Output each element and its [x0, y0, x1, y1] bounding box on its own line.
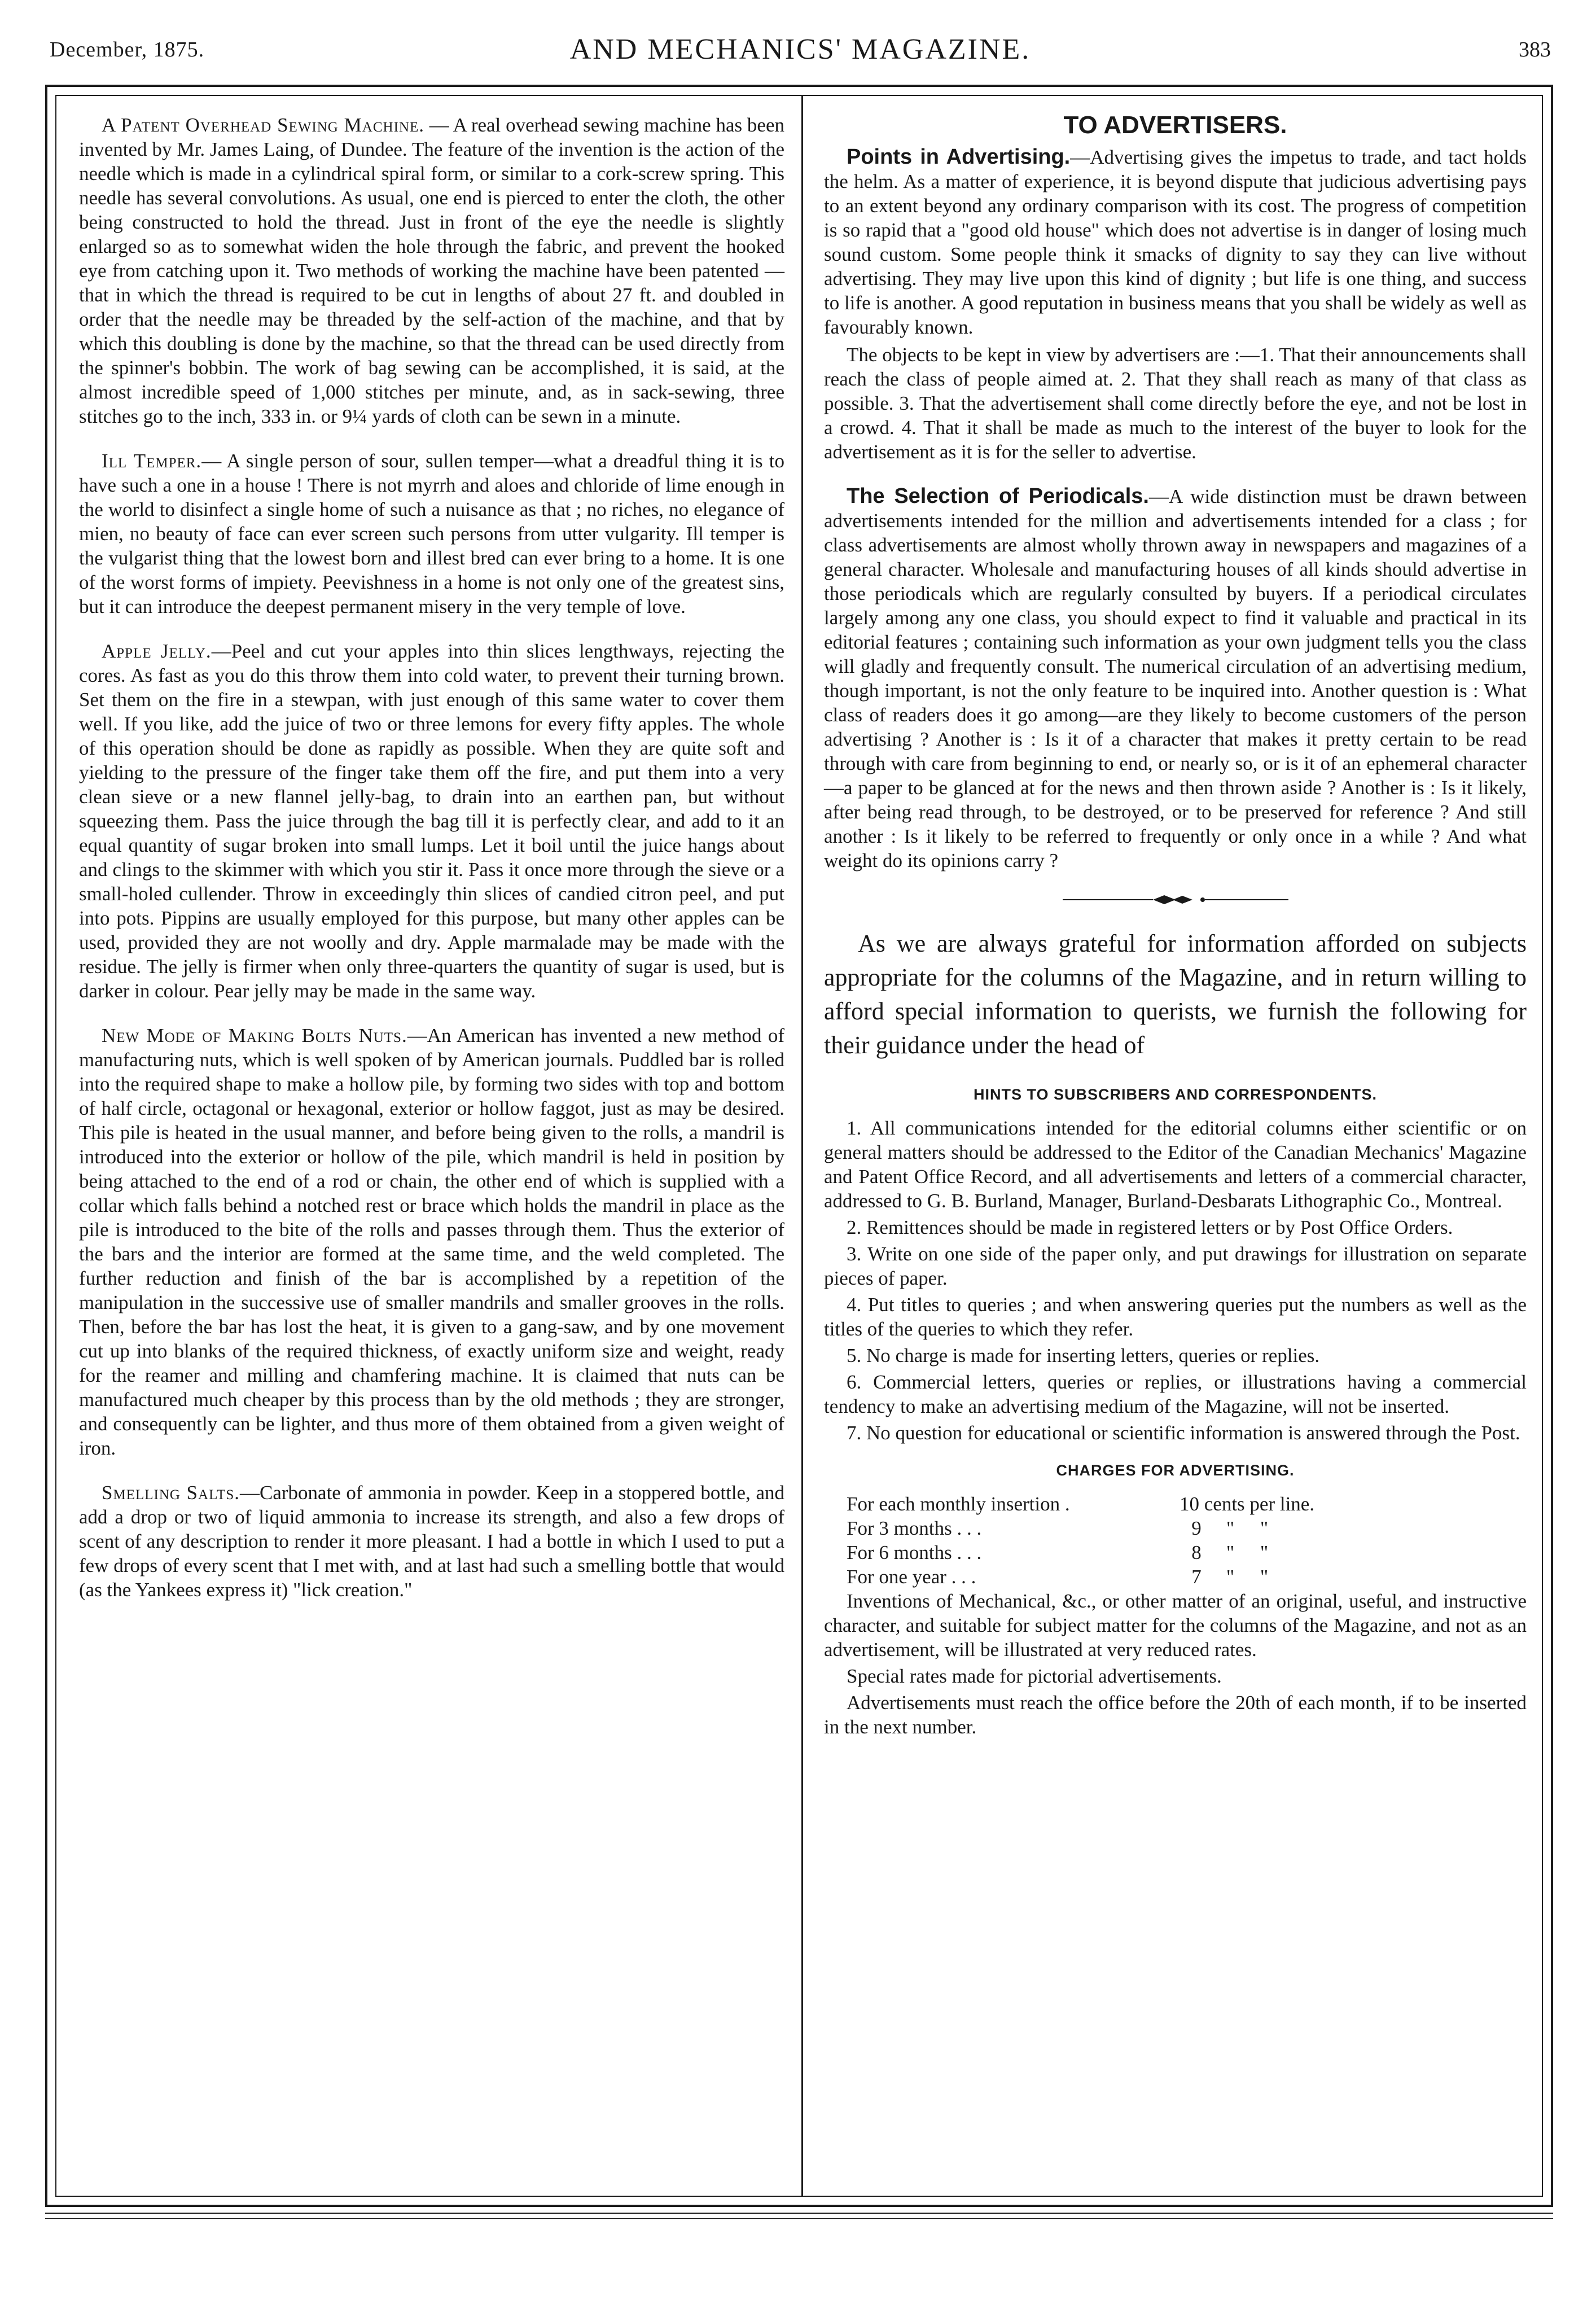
special-rates-note: Special rates made for pictorial advertisements. [847, 1665, 1222, 1687]
section-title: Points in Advertising. [847, 145, 1071, 169]
article-title: Ill Temper. [102, 450, 202, 472]
rate-label: For 3 months . . . [847, 1517, 982, 1539]
article-sewing-machine [79, 113, 784, 428]
magazine-title: AND MECHANICS' MAGAZINE. [569, 33, 1031, 65]
hint-2: 2. Remittences should be made in registered letters or by Post Office Orders. [847, 1216, 1453, 1238]
rate-label: For each monthly insertion . [847, 1493, 1070, 1515]
article-title: New Mode of Making Bolts Nuts. [102, 1024, 407, 1046]
ditto-mark: " [1226, 1517, 1235, 1539]
ornament-divider [824, 893, 1527, 906]
rate-row [847, 1516, 1527, 1540]
ditto-mark: " [1260, 1541, 1269, 1564]
hint-7: 7. No question for educational or scientific information is answered through the Post. [847, 1422, 1520, 1444]
article-body: —An American has invented a new method of manufacturing nuts, which is well spoken of by American journals. Puddled bar is rolled into the required shape to make a hollow pile, by forming two sides with top and bottom of half circle, octagonal or hexagonal, exterior or hollow faggot, just as may be desired. This pile is heated in the usual manner, and before being given to the rolls, a mandril is introduced into the exterior or hollow of the pile, which mandril is held in position by being attached to the end of a rod or chain, the other end of which is supplied with a collar which falls behind a notched rest or brace which holds the mandril in place as the pile is introduced to the bite of the rolls and passes through them. Thus the exterior of the bars and the interior are formed at the same time, and the weld completed. The further reduction and finish of the bar is accomplished by a repetition of the manipulation in the successive use of smaller mandrils and smaller grooves in the rolls. Then, before the bar has lost the heat, it is given to a gang-saw, and by one movement cut up into blanks of the required thickness, of exactly uniform size and weight, ready for the reamer and milling and chamfering machine. It is claimed that nuts can be manufactured much cheaper by this process than by the old methods ; they are stronger, and consequently can be lighter, and thus more of them obtained from a given weight of iron. [79, 1024, 784, 1459]
notice-paragraph: As we are always grateful for information afforded on subjects appropriate for the columns of the Magazine, and in return willing to afford special information to querists, we furnish the following for their guidance under the head of [824, 930, 1527, 1059]
deadline-note: Advertisements must reach the office before the 20th of each month, if to be inserted in the next number. [824, 1692, 1527, 1738]
section-body: —Advertising gives the impetus to trade, and tact holds the helm. As a matter of experience, it is beyond dispute that judicious advertising pays to an extent beyond any ordinary comparison with its cost. The progress of competition is so rapid that a "good old house" which does not advertise is in danger of losing much sound custom. Some people think it smacks of dignity to say they can live without advertising. They may live upon this kind of dignity ; but life is one thing, and success to life is another. A good reputation in business means that you shall be widely as well as favourably known. [824, 146, 1527, 338]
charges-heading: CHARGES FOR ADVERTISING. [1056, 1462, 1295, 1479]
inner-frame [55, 95, 1543, 2197]
rates-table [847, 1492, 1527, 1589]
article-title: A Patent Overhead Sewing Machine. [102, 114, 424, 136]
article-smelling-salts [79, 1481, 784, 1602]
hints-heading: HINTS TO SUBSCRIBERS AND CORRESPONDENTS. [973, 1086, 1378, 1103]
rate-value: 8 [1191, 1541, 1202, 1564]
advertisers-heading: TO ADVERTISERS. [1063, 111, 1287, 139]
column-divider [801, 96, 803, 2196]
bottom-rule-thin [45, 2218, 1553, 2219]
ditto-mark: " [1260, 1517, 1269, 1539]
hint-3: 3. Write on one side of the paper only, and put drawings for illustration on separate pieces of paper. [824, 1243, 1527, 1289]
rate-value: 7 [1191, 1566, 1202, 1588]
hint-1: 1. All communications intended for the editorial columns either scientific or on general matters should be addressed to the Editor of the Canadian Mechanics' Magazine and Patent Office Record, and all advertisements and letters of a commercial character, addressed to G. B. Burland, Manager, Burland-Desbarats Lithographic Co., Montreal. [824, 1117, 1527, 1212]
issue-date: December, 1875. [50, 38, 205, 62]
hint-5: 5. No charge is made for inserting letters, queries or replies. [847, 1344, 1320, 1367]
article-title: Apple Jelly. [102, 640, 212, 662]
article-body: —Peel and cut your apples into thin slices lengthways, rejecting the cores. As fast as you do this throw them into cold water, to prevent their turning brown. Set them on the fire in a stewpan, with just enough of this same water to cover them well. If you like, add the juice of two or three lemons for every fifty apples. The whole of this operation should be done as rapidly as possible. When they are quite soft and yielding to the pressure of the finger take them off the fire, and put them into a very clean sieve or a new flannel jelly-bag, to drain into an earthen pan, but without squeezing them. Pass the juice through the bag till it is perfectly clear, and add to it an equal quantity of sugar broken into small lumps. Let it boil until the juice hangs about and clings to the skimmer with which you stir it. Pass it once more through the sieve or a small-holed cullender. Throw in exceedingly thin slices of candied citron peel, and put into pots. Pippins are usually employed for this purpose, but many other apples can be used, provided they are not woolly and dry. Apple marmalade may be made with the residue. The jelly is firmer when only three-quarters the quantity of sugar is used, but is darker in colour. Pear jelly may be made in the same way. [79, 640, 784, 1002]
rate-row [847, 1492, 1527, 1516]
rate-value: 9 [1191, 1517, 1202, 1539]
points-in-advertising [824, 145, 1527, 339]
rate-row [847, 1540, 1527, 1565]
article-body: — A real overhead sewing machine has been invented by Mr. James Laing, of Dundee. The feature of the invention is the action of the needle which is made in a cylindrical spiral form, or similar to a cork-screw spring. This needle has several convolutions. As usual, one end is pierced to enter the cloth, the other being constructed to hold the thread. Just in front of the eye the needle is slightly enlarged so as to somewhat widen the hole through the fabric, and prevent the hooked eye from catching upon it. Two methods of working the machine have been patented — that in which the thread is required to be cut in lengths of about 27 ft. and doubled in order that the needle may be threaded by the self-action of the machine, and that by which this doubling is done by the machine, so that the thread can be used directly from the spinner's bobbin. The work of bag sewing can be accomplished, it is said, at the almost incredible speed of 1,000 stitches per minute, and, as in sack-sewing, three stitches go to the inch, 333 in. or 9¼ yards of cloth can be sewn in a minute. [79, 114, 784, 427]
rate-label: For one year . . . [847, 1566, 976, 1588]
ditto-mark: " [1226, 1566, 1235, 1588]
hint-6: 6. Commercial letters, queries or replies, or illustrations having a commercial tendency to make an advertising medium of the Magazine, will not be inserted. [824, 1371, 1527, 1417]
article-body: —Carbonate of ammonia in powder. Keep in a stoppered bottle, and add a drop or two of liquid ammonia to increase its strength, and also a few drops of scent of any description to render it more pleasant. I had a bottle in which I used to put a few drops of every scent that I met with, and at last had such a smelling bottle that would (as the Yankees express it) "lick creation." [79, 1482, 784, 1601]
article-apple-jelly [79, 639, 784, 1003]
article-body: — A single person of sour, sullen temper—what a dreadful thing it is to have such a one in a house ! There is not myrrh and aloes and chloride of lime enough in the world to disinfect a single home of such a nuisance as that ; no riches, no elegance of mien, no beauty of face can ever screen such persons from utter vulgarity. Ill temper is the vulgarist thing that the lowest born and illest bred can ever bring to a home. It is one of the worst forms of impiety. Peevishness in a home is not only one of the greatest sins, but it can introduce the deepest permanent misery in the very temple of love. [79, 450, 784, 617]
article-title: Smelling Salts. [102, 1482, 240, 1504]
section-body: —A wide distinction must be drawn between advertisements intended for the million and advertisements intended for a class ; for class advertisements are almost wholly thrown away in newspapers and magazines of a general character. Wholesale and manufacturing houses of all kinds should advertise in those periodicals which are regularly consulted by buyers. If a periodical circulates largely among any one class, you should expect to find it valuable and practical in its editorial features ; containing such information as your own judgment tells you the class will gladly and frequently consult. The numerical circulation of an advertising medium, though important, is not the only feature to be inquired into. Another question is : What class of readers does it go among—are they likely to become customers of the person advertising ? Another is : Is it of a character that makes it pretty certain to be read through with care from beginning to end, or nearly so, or is it of an ephemeral character—a paper to be glanced at for the news and then thrown aside ? Another is : Is it likely, after being read through, to be destroyed, or to be preserved for reference ? And still another : Is it likely to be referred to frequently or only once in a while ? And what weight do its opinions carry ? [824, 485, 1527, 871]
hint-4: 4. Put titles to queries ; and when answering queries put the numbers as well as the titles of the queries to which they refer. [824, 1294, 1527, 1340]
page-number: 383 [1519, 38, 1551, 62]
section-title: The Selection of Periodicals. [847, 484, 1149, 508]
ditto-mark: " [1260, 1566, 1269, 1588]
inventions-note: Inventions of Mechanical, &c., or other matter of an original, useful, and instructive character, and suitable for subject matter for the columns of the Magazine, and not as an advertisement, will be illustrated at very reduced rates. [824, 1590, 1527, 1661]
selection-of-periodicals [824, 484, 1527, 873]
advertising-objects: The objects to be kept in view by advertisers are :—1. That their announcements shall reach the class of people aimed at. 2. That they shall reach as many of that class as possible. 3. That the advertisement shall come directly before the eye, and not be lost in a crowd. 4. That it shall be made as much to the interest of the buyer to look for the advertisement as it is for the seller to advertise. [824, 344, 1527, 463]
article-bolt-nuts [79, 1023, 784, 1460]
ornament-icon [1057, 893, 1294, 906]
page-header [50, 33, 1551, 72]
article-ill-temper [79, 449, 784, 619]
rate-value: 10 cents per line. [1180, 1493, 1315, 1515]
bottom-rule [45, 2213, 1553, 2214]
ditto-mark: " [1226, 1541, 1235, 1564]
page-frame [45, 85, 1553, 2207]
right-column [824, 113, 1527, 1741]
rate-label: For 6 months . . . [847, 1541, 982, 1564]
rate-row [847, 1565, 1527, 1589]
left-column [79, 113, 784, 1622]
